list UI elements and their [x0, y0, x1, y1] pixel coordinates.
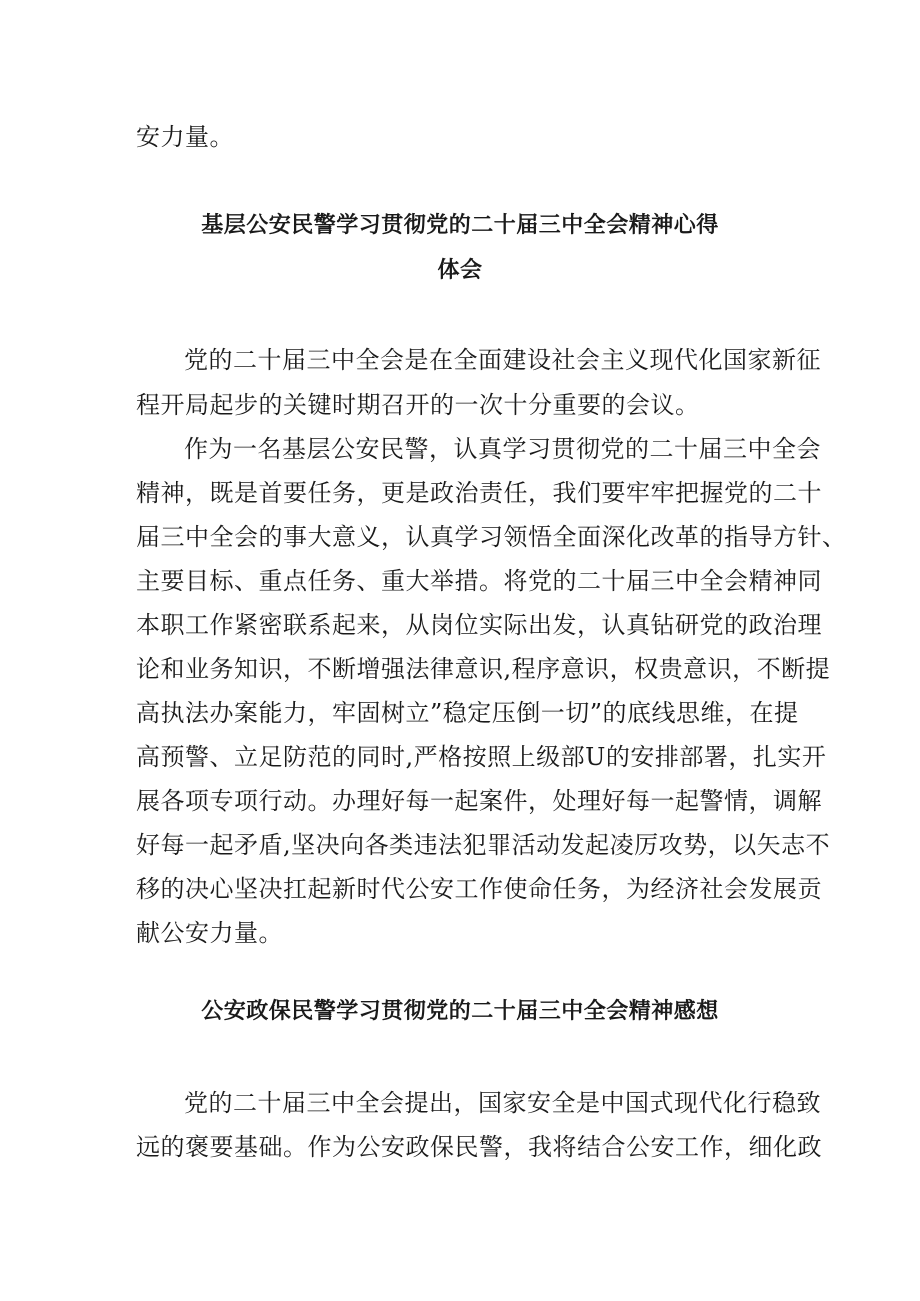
- section1-paragraph2-line: 精神，既是首要任务，更是政治责任，我们要牢牢把握党的二十: [136, 479, 822, 507]
- section1-paragraph2-line: 献公安力量。: [136, 919, 283, 947]
- section1-paragraph2-line: 高预警、立足防范的同时,严格按照上级部U的安排部署，扎实开: [136, 743, 827, 771]
- section1-paragraph2-line: 作为一名基层公安民警，认真学习贯彻党的二十届三中全会: [184, 435, 821, 463]
- section2-paragraph1-line: 党的二十届三中全会提出，国家安全是中国式现代化行稳致: [184, 1089, 821, 1117]
- section1-paragraph2-line: 移的决心坚决扛起新时代公安工作使命任务，为经济社会发展贡: [136, 875, 822, 903]
- section1-paragraph2-line: 高执法办案能力，牢固树立”稳定压倒一切”的底线思维，在提: [136, 699, 799, 727]
- section1-title-line2: 体会: [437, 258, 483, 283]
- section1-paragraph2-line: 主要目标、重点任务、重大举措。将党的二十届三中全会精神同: [136, 567, 822, 595]
- section1-paragraph2-line: 届三中全会的事大意义，认真学习领悟全面深化改革的指导方针、: [136, 523, 847, 551]
- section2-title: 公安政保民警学习贯彻党的二十届三中全会精神感想: [201, 999, 719, 1024]
- section1-paragraph2-line: 本职工作紧密联系起来，从岗位实际出发，认真钻研党的政治理: [136, 611, 822, 639]
- section1-paragraph2-line: 论和业务知识，不断增强法律意识,程序意识，权贵意识，不断提: [136, 655, 831, 683]
- section1-title-line1: 基层公安民警学习贯彻党的二十届三中全会精神心得: [201, 213, 719, 238]
- section1-paragraph1-line: 党的二十届三中全会是在全面建设社会主义现代化国家新征: [184, 346, 821, 374]
- previous-section-tail: 安力量。: [136, 123, 234, 151]
- section2-paragraph1-line: 远的褒要基础。作为公安政保民警，我将结合公安工作，细化政: [136, 1133, 822, 1161]
- section1-paragraph1-line: 程开局起步的关键时期召开的一次十分重要的会议。: [136, 391, 700, 419]
- section1-paragraph2-line: 好每一起矛盾,坚决向各类违法犯罪活动发起凌厉攻势，以矢志不: [136, 831, 831, 859]
- section1-paragraph2-line: 展各项专项行动。办理好每一起案件，处理好每一起警情，调解: [136, 787, 822, 815]
